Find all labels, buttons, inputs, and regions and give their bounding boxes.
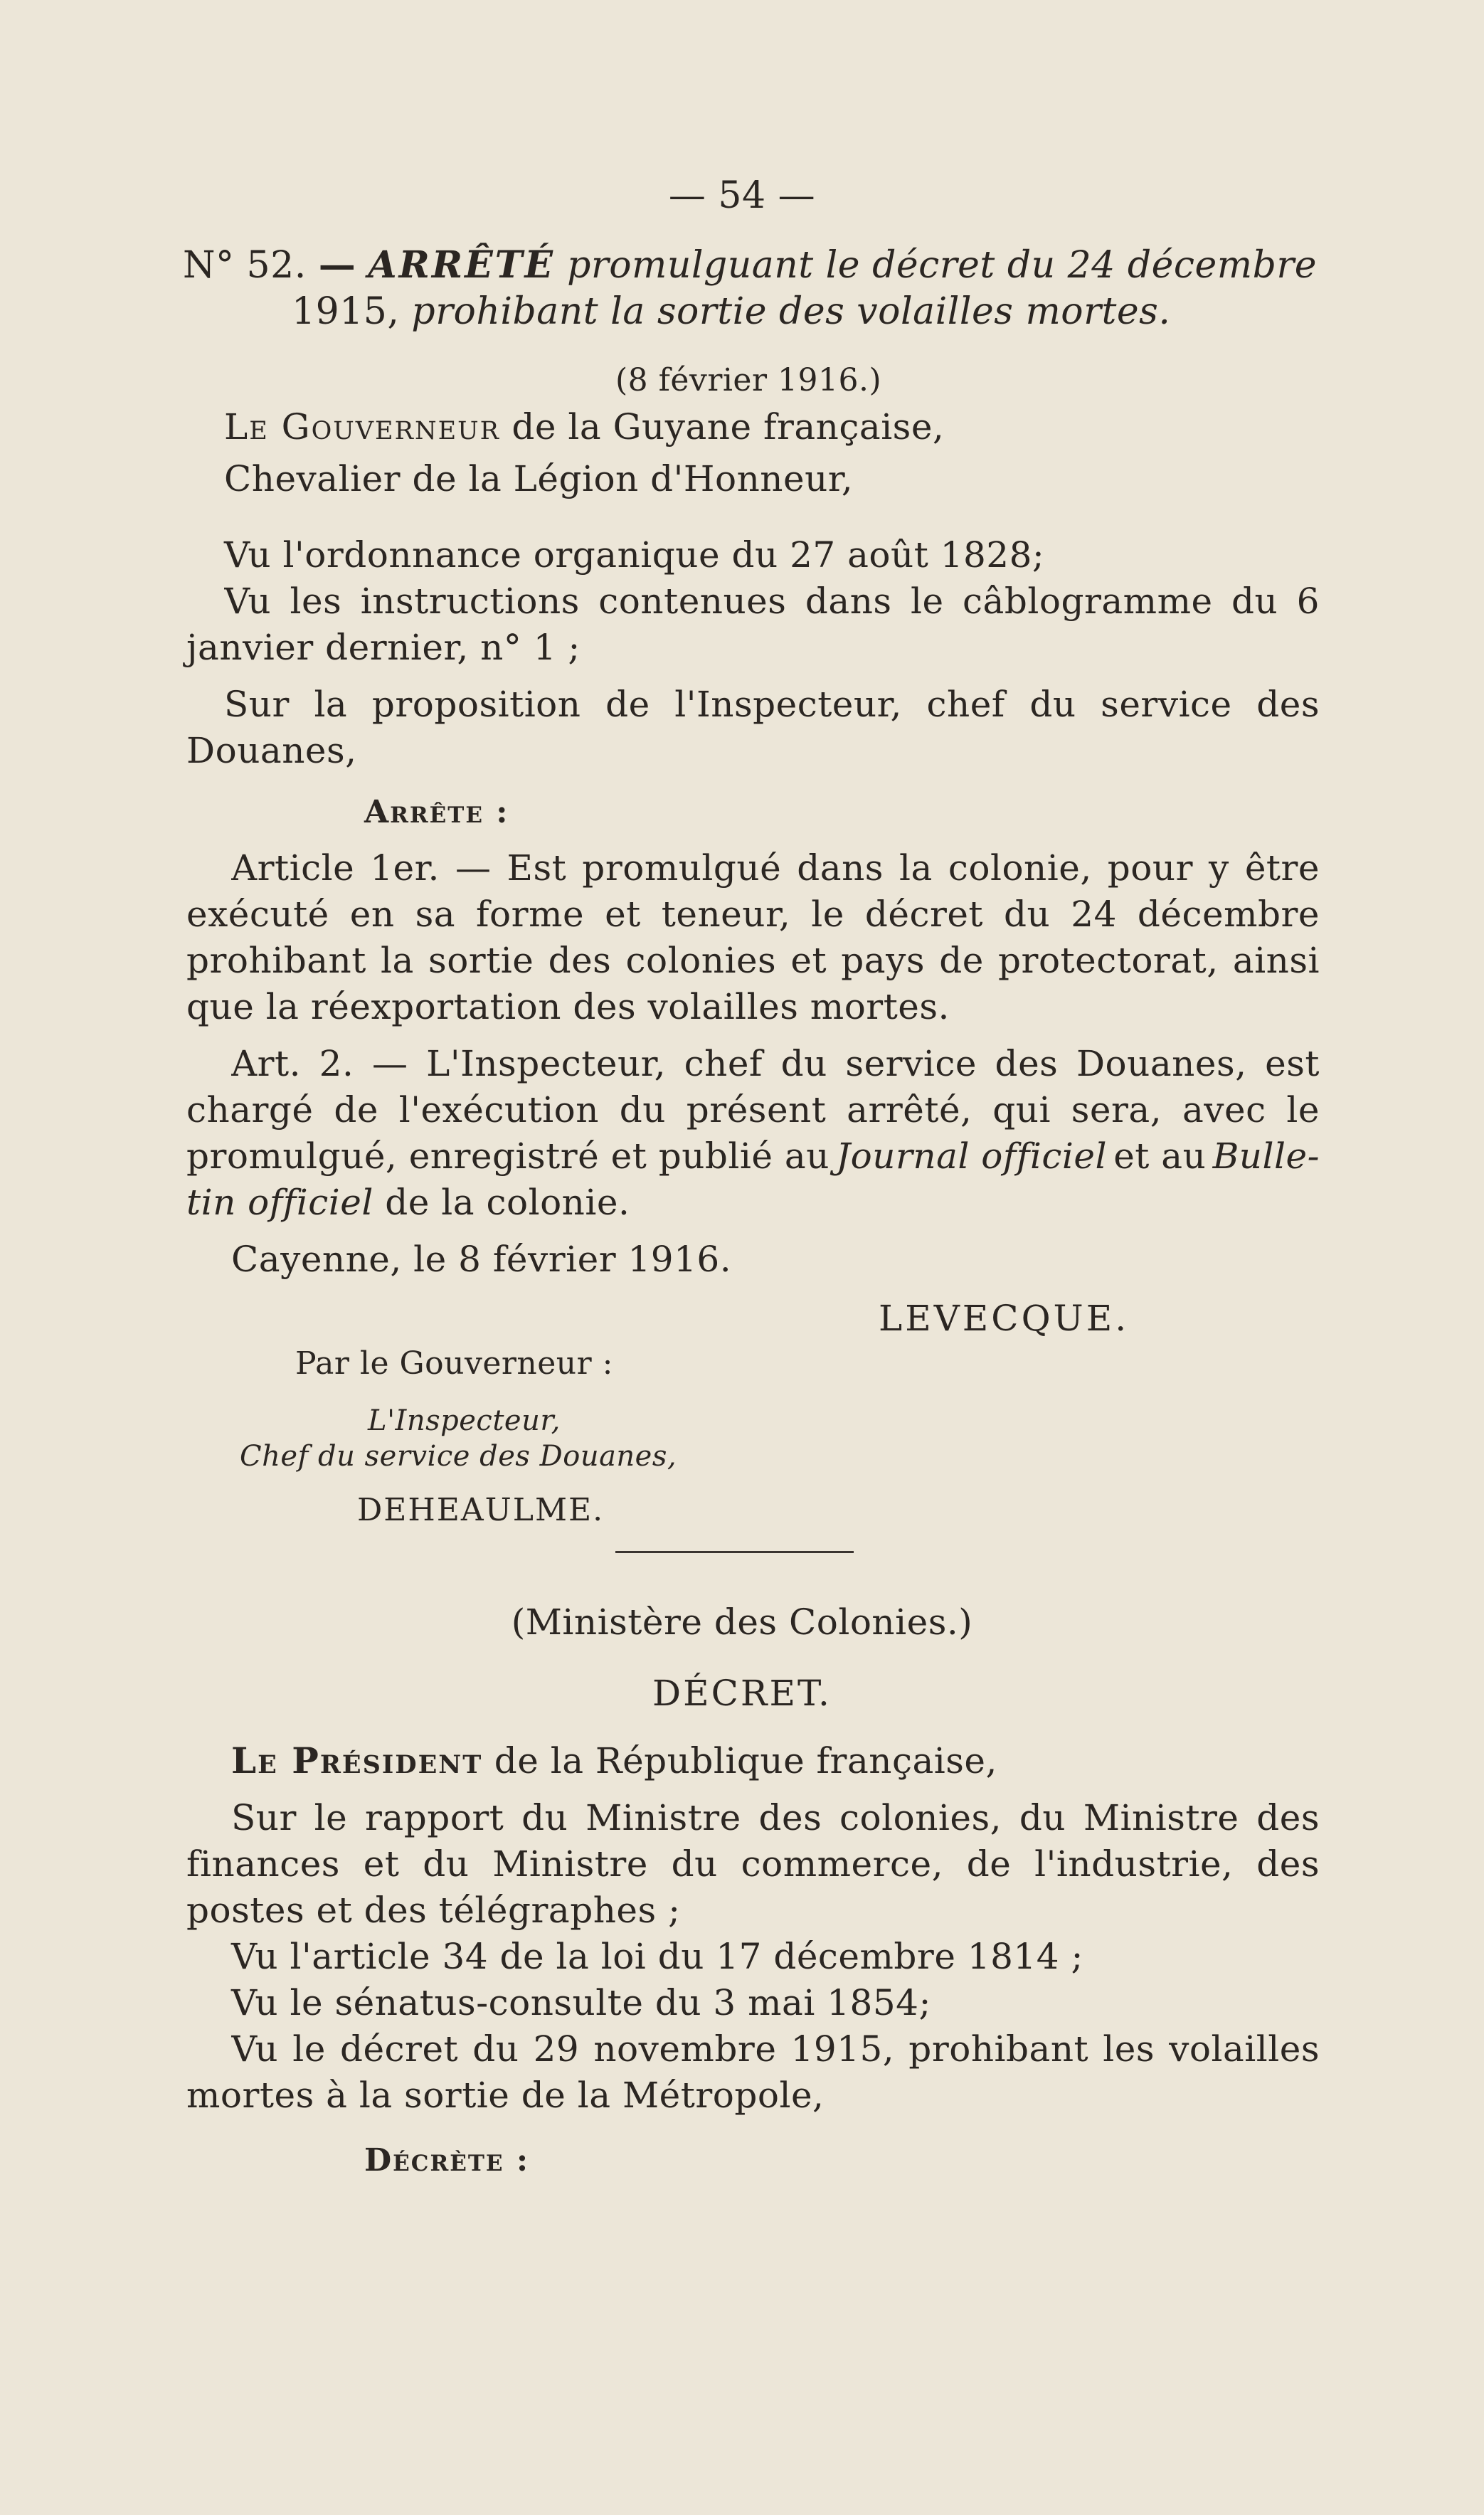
art2-d-rest: de la colonie. [385, 1182, 630, 1223]
signature-inspecteur: DEHEAULME. [357, 1492, 605, 1528]
decret-visa-1: Vu l'article 34 de la loi du 17 décembre 1814 ; [231, 1936, 1083, 1977]
arrete-title-line-2 [292, 290, 1170, 333]
issuer-line-2: Chevalier de la Légion d'Honneur, [224, 458, 854, 499]
art2-d-tin-officiel: tin officiel [186, 1182, 373, 1223]
arrete-date: (8 février 1916.) [615, 362, 882, 398]
arrete-visa-2a: Vu les instructions contenues dans le câblogramme du 6 [224, 581, 1320, 622]
page-number: — 54 — [668, 174, 816, 217]
section-divider [615, 1551, 854, 1553]
decret-report-c: postes et des télégraphes ; [186, 1890, 681, 1931]
chef-douanes: Chef du service des Douanes, [240, 1440, 677, 1473]
article-1-line-c: prohibant la sortie des colonies et pays de protectorat, ainsi [186, 940, 1320, 981]
place-date: Cayenne, le 8 février 1916. [231, 1239, 732, 1280]
arrete-title-rest-2: prohibant la sortie des volailles mortes. [411, 290, 1171, 333]
arrete-proposal-b: Douanes, [186, 730, 357, 771]
art2-c-start: promulgué, enregistré et publié au [186, 1135, 830, 1177]
issuer-rest: de la Guyane française, [512, 406, 945, 448]
article-2-line-d [186, 1181, 630, 1224]
arrete-proposal-a: Sur la proposition de l'Inspecteur, chef du service des [224, 684, 1320, 725]
arrete-number: N° 52. [183, 244, 307, 287]
art2-c-bulletin: Bulle- [1212, 1135, 1320, 1177]
art2-c-mid: et au [1113, 1135, 1207, 1177]
par-le-gouverneur: Par le Gouverneur : [295, 1345, 613, 1382]
decret-visa-3a: Vu le décret du 29 novembre 1915, prohibant les volailles [231, 2028, 1320, 2070]
article-2-line-a: Art. 2. — L'Inspecteur, chef du service des Douanes, est [231, 1043, 1320, 1084]
president-title: Le Président [231, 1740, 483, 1781]
arrete-heading: Arrête : [364, 794, 509, 830]
decret-ministry: (Ministère des Colonies.) [511, 1601, 973, 1643]
decrete-heading: Décrète : [364, 2142, 530, 2178]
decret-visa-3b: mortes à la sortie de la Métropole, [186, 2075, 825, 2116]
decret-president [231, 1740, 997, 1782]
president-rest: de la République française, [494, 1740, 997, 1781]
signature-governor: LEVECQUE. [879, 1298, 1130, 1339]
arrete-visa-1: Vu l'ordonnance organique du 27 août 1828; [224, 534, 1045, 576]
issuer-title: Le Gouverneur [224, 406, 500, 448]
arrete-title-line-1 [183, 244, 1317, 287]
inspecteur-title: L'Inspecteur, [368, 1404, 561, 1437]
decret-report-b: finances et du Ministre du commerce, de l'industrie, des [186, 1843, 1320, 1885]
arrete-visa-2b: janvier dernier, n° 1 ; [186, 627, 581, 668]
article-2-line-b: chargé de l'exécution du présent arrêté, qui sera, avec le [186, 1089, 1320, 1131]
article-1-line-a: Article 1er. — Est promulgué dans la colonie, pour y être [231, 847, 1320, 889]
arrete-title-rest-1: promulguant le décret du 24 décembre [567, 244, 1318, 287]
article-2-line-c [186, 1135, 1320, 1177]
decret-visa-2: Vu le sénatus-consulte du 3 mai 1854; [231, 1982, 931, 2023]
article-1-line-b: exécuté en sa forme et teneur, le décret du 24 décembre [186, 894, 1320, 935]
arrete-title-year: 1915, [292, 290, 400, 333]
arrete-issuer [224, 406, 944, 448]
decret-heading: DÉCRET. [652, 1673, 832, 1714]
arrete-dash: — [318, 243, 356, 287]
arrete-title-word: ARRÊTÉ [368, 243, 556, 287]
decret-report-a: Sur le rapport du Ministre des colonies, du Ministre des [231, 1797, 1320, 1838]
article-1-line-d: que la réexportation des volailles mortes. [186, 986, 950, 1027]
art2-c-journal: Journal officiel [836, 1135, 1107, 1177]
